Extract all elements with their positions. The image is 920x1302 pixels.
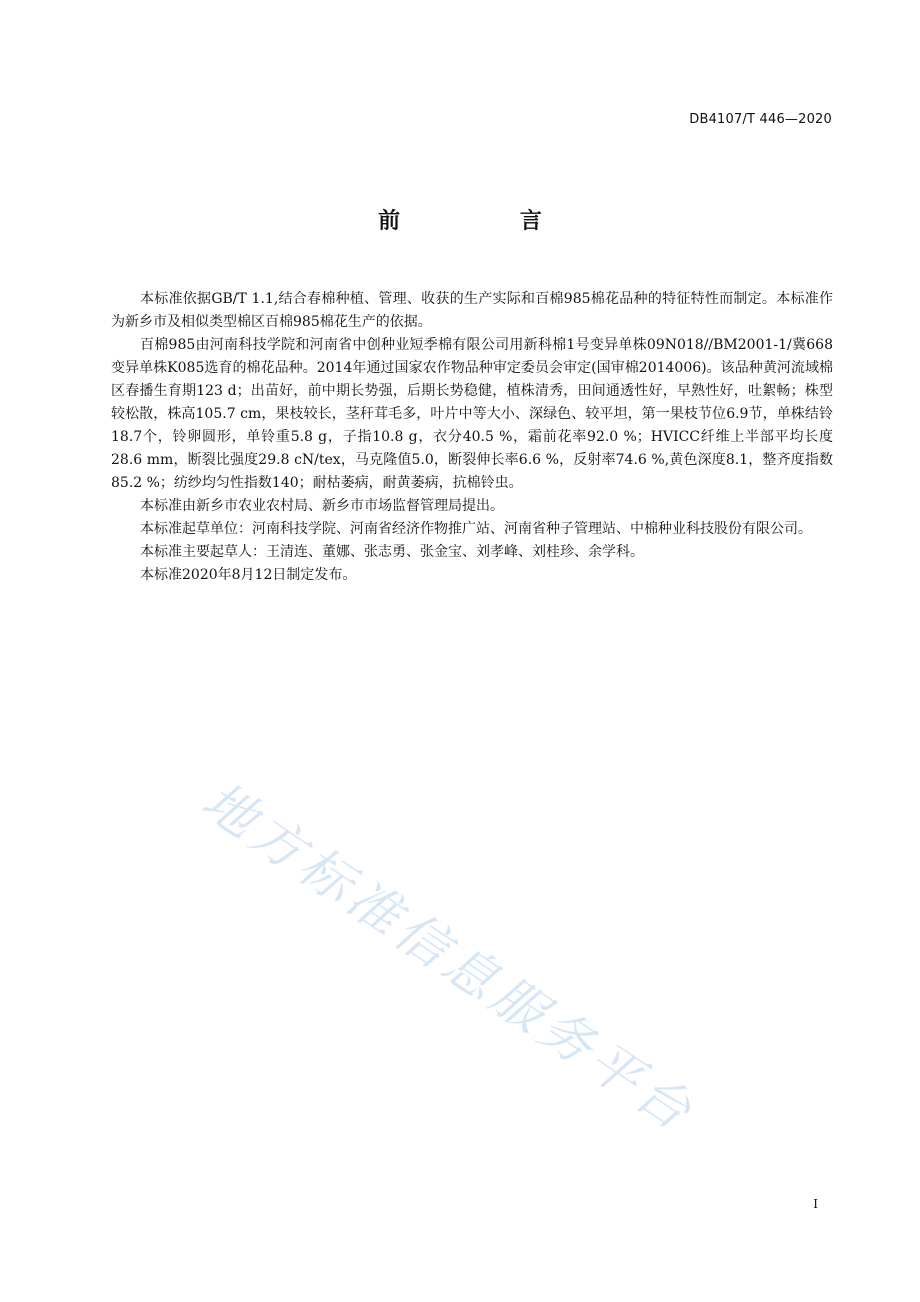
- watermark: 地方标准信息服务平台: [191, 770, 706, 1145]
- document-code: DB4107/T 446—2020: [689, 112, 832, 127]
- page-title: 前 言: [378, 209, 598, 234]
- page-number: I: [813, 1197, 818, 1211]
- paragraph-release-date: 本标准2020年8月12日制定发布。: [140, 567, 357, 583]
- paragraph-basis: 本标准依据GB/T 1.1,结合春棉种植、管理、收获的生产实际和百棉985棉花品种的特征特性而制定。本标准作为新乡市及相似类型棉区百棉985棉花生产的依据。: [111, 291, 833, 330]
- paragraph-drafting-units: 本标准起草单位：河南科技学院、河南省经济作物推广站、河南省种子管理站、中棉种业科技股份有限公司。: [140, 521, 812, 537]
- paragraph-drafters: 本标准主要起草人：王清连、董娜、张志勇、张金宝、刘孝峰、刘桂珍、余学科。: [140, 544, 644, 560]
- paragraph-variety-description: 百棉985由河南科技学院和河南省中创种业短季棉有限公司用新科棉1号变异单株09N018//BM2001-1/冀668变异单株K085选育的棉花品种。2014年通过国家农作物品种审定委员会审定(国审棉2014006)。该品种黄河流域棉区春播生育期123 d；出苗好，前中期长势强，后期长势稳健，植株清秀，田间通透性好，早熟性好，吐絮畅；株型较松散，株高105.7 cm，果枝较长，茎秆茸毛多，叶片中等大小、深绿色、较平坦，第一果枝节位6.9节，单株结铃18.7个，铃卵圆形，单铃重5.8 g，子指10.8 g，衣分40.5 %，霜前花率92.0 %；HVICC纤维上半部平均长度28.6 mm，断裂比强度29.8 cN/tex，马克隆值5.0，断裂伸长率6.6 %，反射率74.6 %,黄色深度8.1，整齐度指数85.2 %；纺纱均匀性指数140；耐枯萎病，耐黄萎病，抗棉铃虫。: [111, 337, 833, 491]
- foreword-body: [111, 288, 833, 587]
- paragraph-proposer: 本标准由新乡市农业农村局、新乡市市场监督管理局提出。: [140, 498, 504, 514]
